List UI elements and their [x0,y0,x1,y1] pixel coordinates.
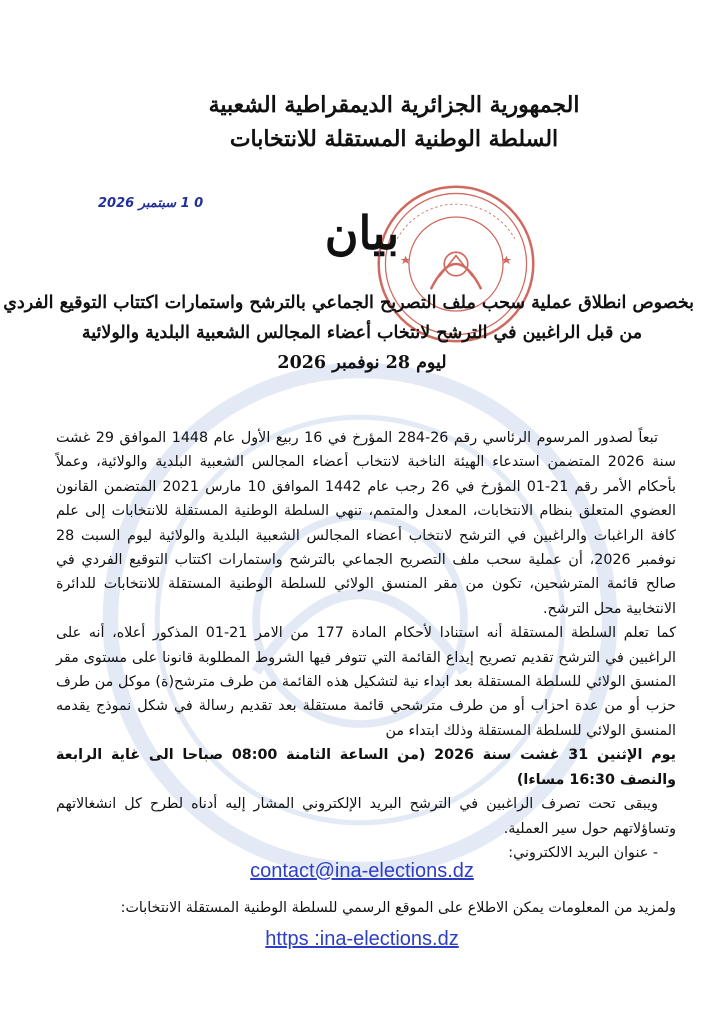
subject-line-2: من قبل الراغبين في الترشح لانتخاب أعضاء المجالس الشعبية البلدية والولائية [81,323,643,343]
authority-name: السلطة الوطنية المستقلة للانتخابات [229,126,559,152]
document-title: بيان [324,206,400,260]
paragraph-1: تبعاً لصدور المرسوم الرئاسي رقم 26-284 المؤرخ في 16 ربيع الأول عام 1448 الموافق 29 غشت سنة 2026 المتضمن استدعاء الهيئة الناخبة لانتخاب أعضاء المجالس الشعبية البلدية والولائية، وعملاً بأحكام الأمر رقم 21-01 المؤرخ في 26 رجب عام 1442 الموافق 10 مارس 2021 المتضمن القانون العضوي المتعلق بنظام الانتخابات، المعدل والمتمم، تنهي السلطة الوطنية المستقلة للانتخابات إلى علم كافة الراغبات والراغبين في الترشح لانتخاب أعضاء المجالس الشعبية البلدية والولائية ليوم السبت 28 نوفمبر 2026، أن عملية سحب ملف التصريح الجماعي بالترشح واستمارات اكتتاب التوقيع الفردي في صالح قائمة المترشحين، تكون من مقر المنسق الولائي للسلطة الوطنية المستقلة للانتخابات للدائرة الانتخابية محل الترشح. [56,430,676,617]
paragraph-4: ويبقى تحت تصرف الراغبين في الترشح البريد الإلكتروني المشار إليه أدناه لطرح كل انشغالاتهم وتساؤلاتهم حول سير العملية. [56,796,676,837]
republic-name: الجمهورية الجزائرية الديمقراطية الشعبية [208,92,580,118]
subject-heading [3,288,694,378]
paragraph-2: كما تعلم السلطة المستقلة أنه استنادا لأحكام المادة 177 من الامر 21-01 المذكور أعلاه، أنه على الراغبين في الترشح تقديم تصريح إيداع القائمة التي تتوفر فيها الشروط المطلوبة قانونا على مستوى مقر المنسق الولائي للسلطة المستقلة بعد ابداء نية لتشكيل هذه القائمة من طرف مترشح(ة) موكل من طرف حزب أو من عدة احزاب أو من طرف مترشحي قائمة مستقلة بعد تقديم رسالة في شكل نموذج يقدمه المنسق الولائي للسلطة المستقلة وذلك ابتداء من [56,625,676,739]
website-link[interactable]: https :ina-elections.dz [265,928,459,950]
paragraph-3-date: يوم الإثنين 31 غشت سنة 2026 (من الساعة الثامنة 08:00 صباحا الى غاية الرابعة والنصف 16:30 مساءا) [56,747,677,788]
subject-line-3: ليوم 28 نوفمبر 2026 [277,353,447,373]
header [184,88,604,156]
info-line: ولمزيد من المعلومات يمكن الاطلاع على الموقع الرسمي للسلطة الوطنية المستقلة الانتخابات: [120,900,676,916]
date-stamp: 0 1 سبتمبر 2026 [98,196,204,211]
email-link[interactable]: contact@ina-elections.dz [250,860,474,882]
email-label: - عنوان البريد الالكتروني: [508,844,658,861]
subject-line-1: بخصوص انطلاق عملية سحب ملف التصريح الجماعي بالترشح واستمارات اكتتاب التوقيع الفردي [3,293,694,313]
body-text [56,426,676,865]
